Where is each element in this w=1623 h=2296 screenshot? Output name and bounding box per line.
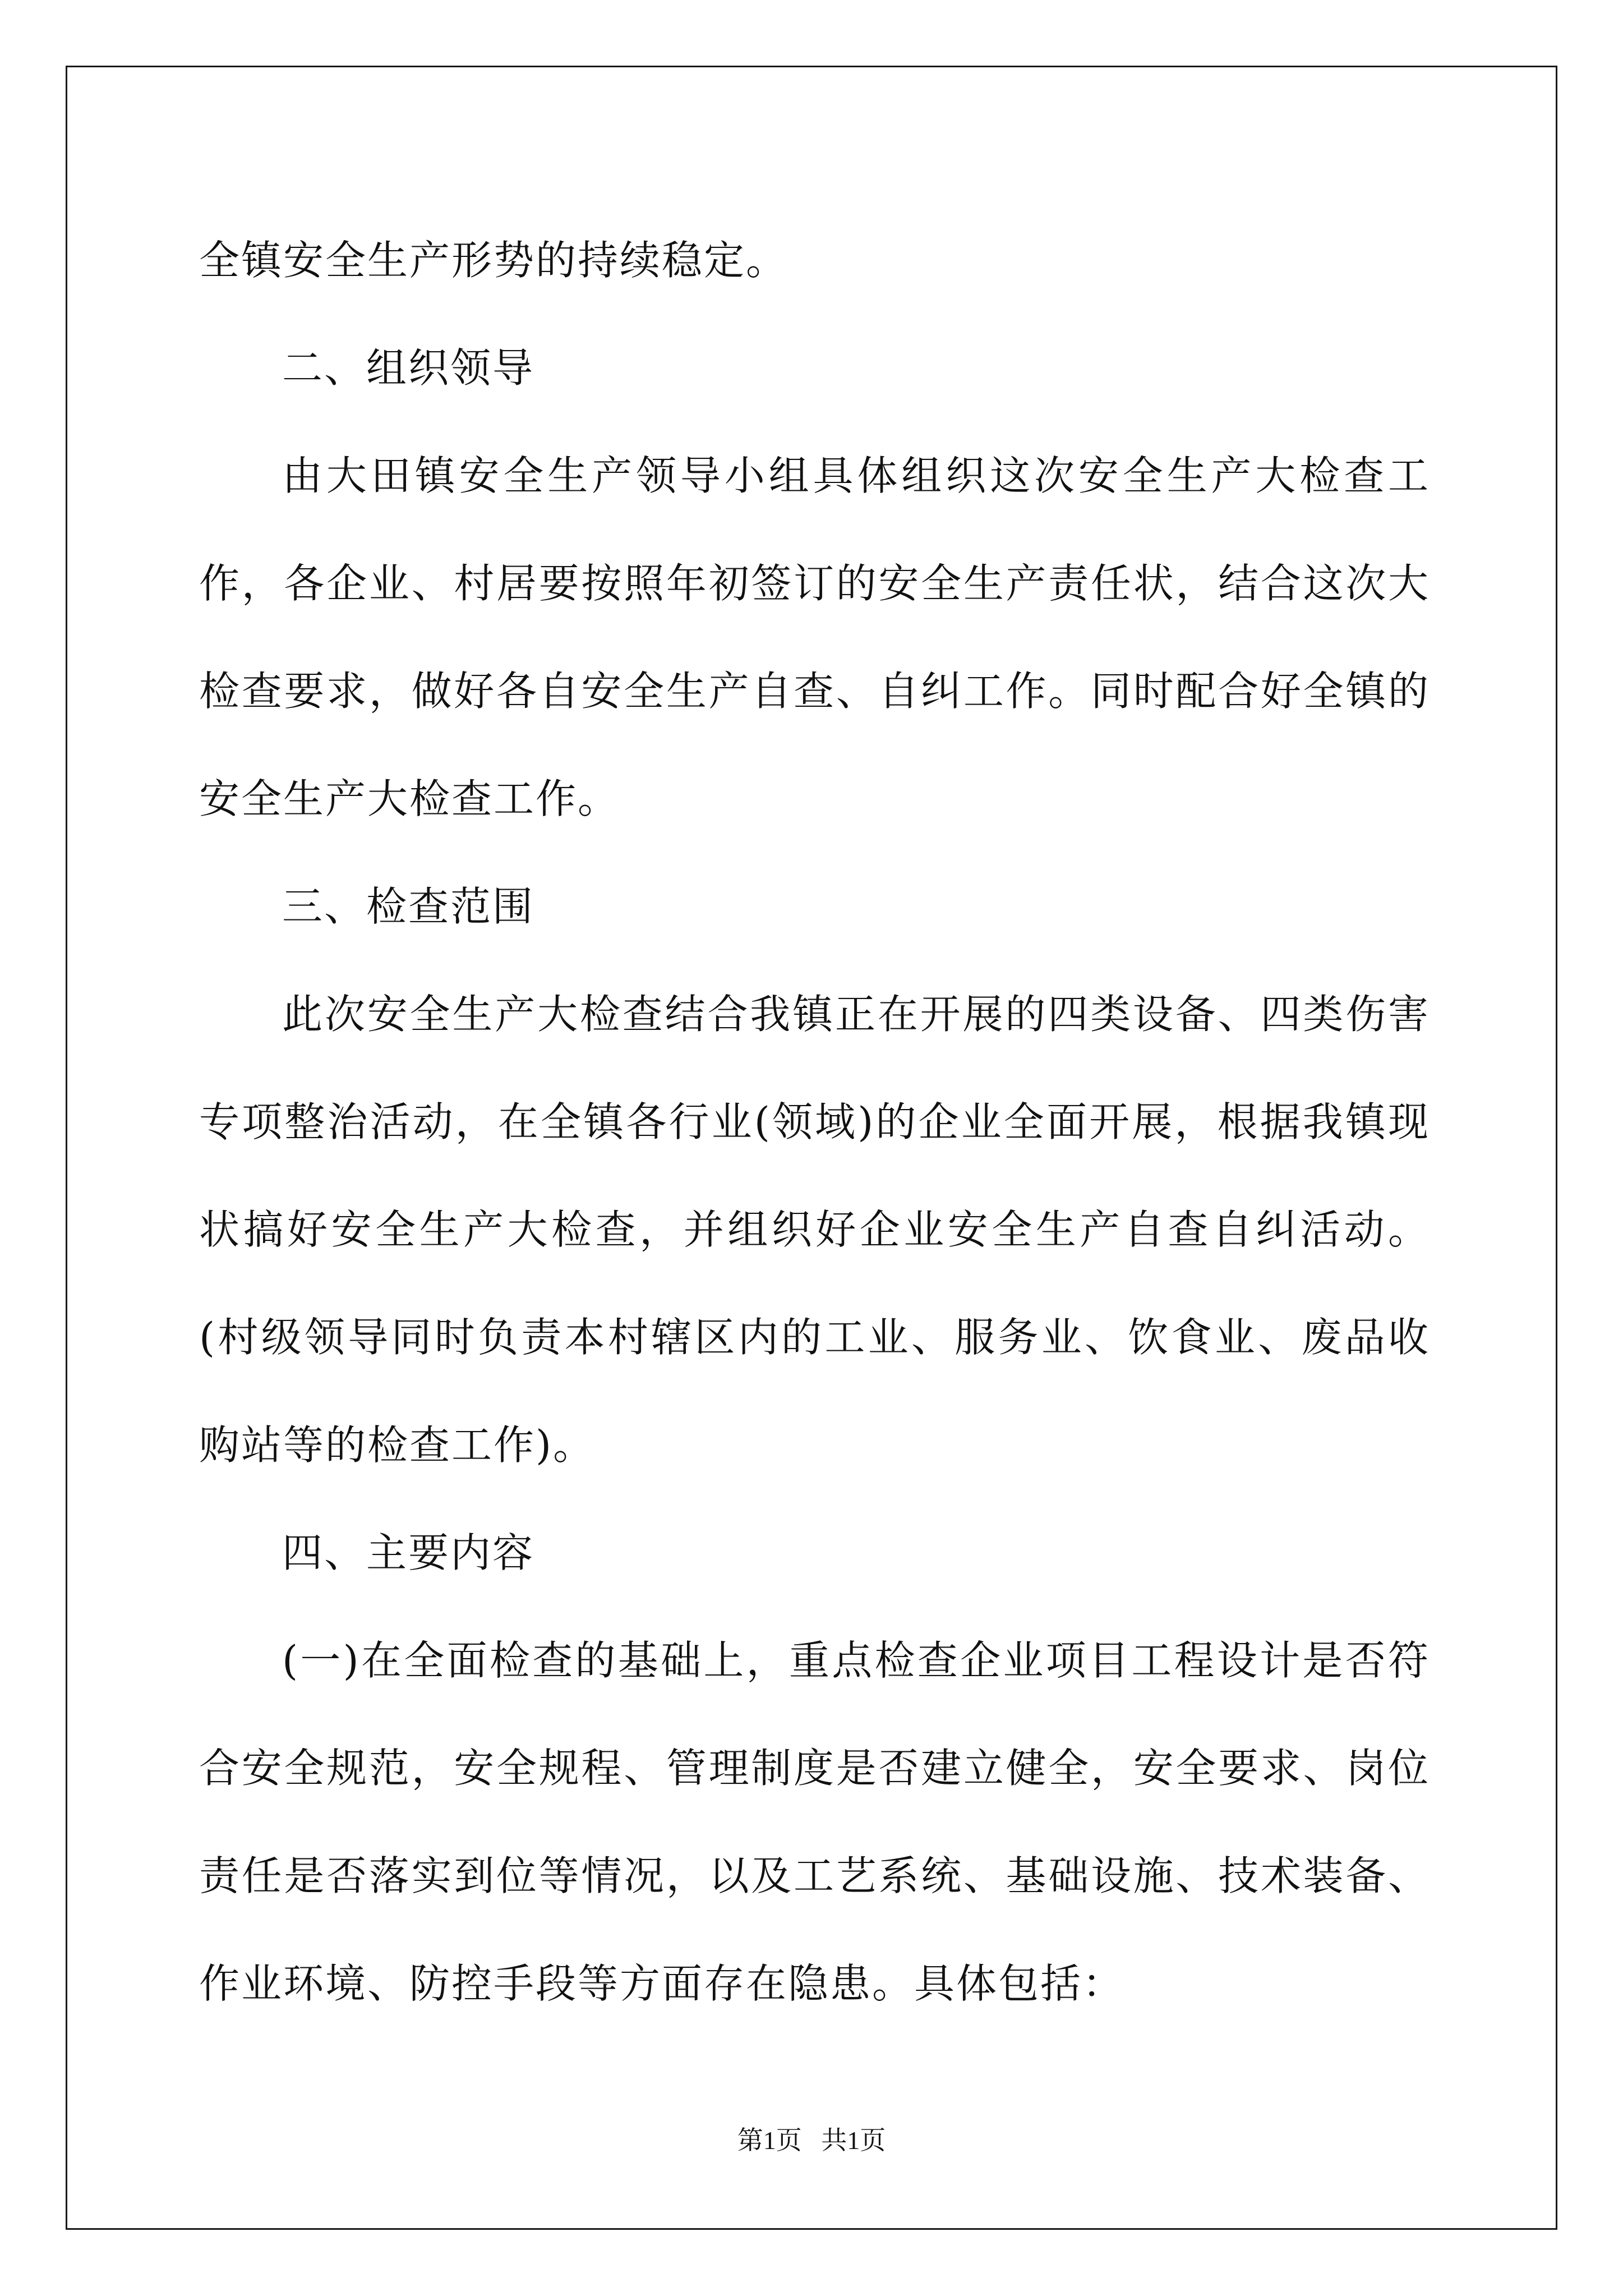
paragraph: 由大田镇安全生产领导小组具体组织这次安全生产大检查工作，各企业、村居要按照年初签订的安全生产责任状，结合这次大检查要求，做好各自安全生产自查、自纠工作。同时配合好全镇的安全生产大检查工作。 [199,452,1430,822]
paragraph: (一)在全面检查的基础上，重点检查企业项目工程设计是否符合安全规范，安全规程、管理制度是否建立健全，安全要求、岗位责任是否落实到位等情况，以及工艺系统、基础设施、技术装备、作业环境、防控手段等方面存在隐患。具体包括： [199,1637,1430,2007]
page-total: 共1页 [821,2126,886,2155]
section-heading: 二、组织领导 [282,344,535,392]
section-heading: 四、主要内容 [282,1529,535,1576]
paragraph: 此次安全生产大检查结合我镇正在开展的四类设备、四类伤害专项整治活动，在全镇各行业(领域)的企业全面开展，根据我镇现状搞好安全生产大检查，并组织好企业安全生产自查自纠活动。(村级领导同时负责本村辖区内的工业、服务业、饮食业、废品收购站等的检查工作)。 [199,991,1430,1469]
document-body [199,206,1430,2037]
paragraph: 全镇安全生产形势的持续稳定。 [199,237,789,284]
page-number: 第1页 [737,2126,802,2155]
page-footer [0,2124,1623,2157]
section-heading: 三、检查范围 [282,883,535,930]
